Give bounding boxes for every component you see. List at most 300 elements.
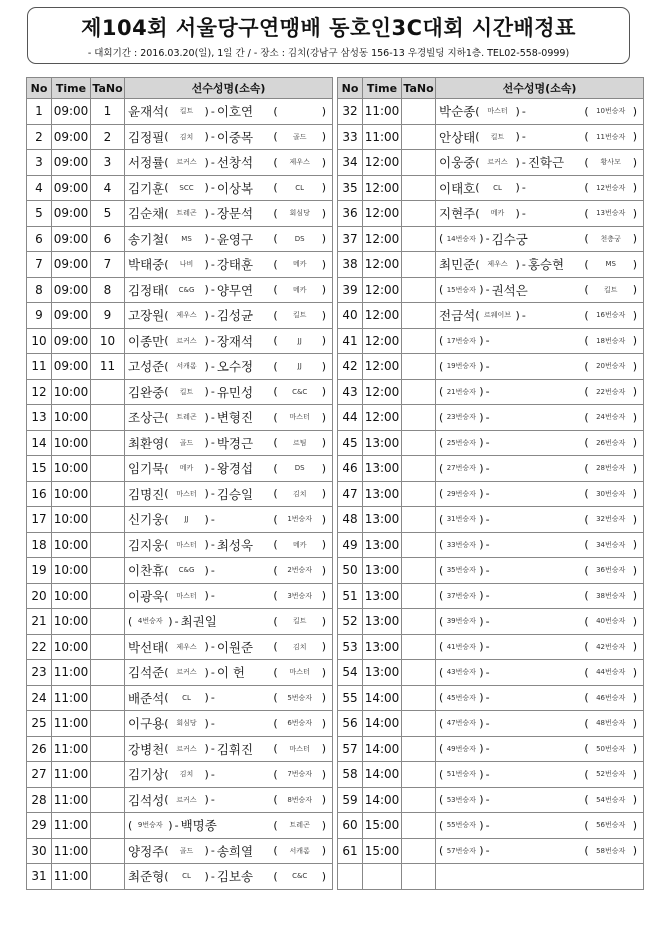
player-one-group <box>128 227 253 252</box>
table-row <box>338 226 644 252</box>
paren-close: ) <box>204 589 209 603</box>
match-time: 11:00 <box>363 124 402 150</box>
versus-dash: - <box>210 512 215 526</box>
player-two-club: 메카 <box>292 540 307 549</box>
versus-dash: - <box>210 385 215 399</box>
versus-dash: - <box>174 614 179 628</box>
versus-dash: - <box>521 130 526 144</box>
paren-open: ( <box>164 716 169 730</box>
versus-dash: - <box>485 589 490 603</box>
match-time: 11:00 <box>52 787 91 813</box>
paren-open: ( <box>273 538 278 552</box>
player-one-group <box>128 380 253 405</box>
player-one-group <box>439 150 564 175</box>
versus-dash: - <box>210 410 215 424</box>
paren-close: ) <box>204 359 209 373</box>
paren-open: ( <box>439 665 444 679</box>
player-two-name: 백명종 <box>180 818 217 834</box>
player-two-club-group <box>584 584 637 609</box>
match-time: 13:00 <box>363 583 402 609</box>
match-time: 15:00 <box>363 813 402 839</box>
paren-close: ) <box>204 793 209 807</box>
paren-close: ) <box>632 206 637 220</box>
player-one-club: 르커스 <box>176 744 197 753</box>
player-one-club: 53번승자 <box>446 795 476 804</box>
player-one-group <box>128 278 253 303</box>
match-number: 11 <box>27 354 52 380</box>
player-two-club: 54번승자 <box>596 795 626 804</box>
player-one-club: 51번승자 <box>446 770 476 779</box>
table-number: 4 <box>91 175 125 201</box>
table-row <box>27 354 333 380</box>
player-one-club: CL <box>182 872 191 881</box>
match-number: 24 <box>27 685 52 711</box>
match-time: 11:00 <box>52 711 91 737</box>
player-one-group <box>128 686 217 711</box>
table-row <box>338 175 644 201</box>
player-two-club: 42번승자 <box>596 642 626 651</box>
table-number <box>91 481 125 507</box>
versus-dash: - <box>210 691 215 705</box>
player-two-club: 22번승자 <box>596 387 626 396</box>
paren-close: ) <box>632 818 637 832</box>
match-time: 14:00 <box>363 685 402 711</box>
match-time: 09:00 <box>52 303 91 329</box>
match-time: 10:00 <box>52 532 91 558</box>
match-time: 14:00 <box>363 762 402 788</box>
paren-open: ( <box>164 563 169 577</box>
paren-close: ) <box>515 155 520 169</box>
versus-dash: - <box>210 232 215 246</box>
player-two-club: CL <box>295 183 305 192</box>
player-two-club-group <box>584 278 637 303</box>
player-one-group <box>128 711 217 736</box>
paren-open: ( <box>164 538 169 552</box>
paren-open: ( <box>439 844 444 858</box>
player-two-club-group <box>273 431 326 456</box>
versus-dash: - <box>210 640 215 654</box>
player-two-club: 13번승자 <box>596 209 626 218</box>
player-two-club: 16번승자 <box>596 311 626 320</box>
col-header-tano: TaNo <box>402 78 436 99</box>
player-one-name: 김완중 <box>128 384 165 400</box>
paren-open: ( <box>164 385 169 399</box>
player-two-club-group <box>273 354 326 379</box>
player-one-club: SCC <box>179 183 194 192</box>
player-one-club: 골드 <box>179 846 194 855</box>
match-number: 48 <box>338 507 363 533</box>
match-time: 09:00 <box>52 99 91 125</box>
paren-open: ( <box>584 385 589 399</box>
player-one-club: 55번승자 <box>446 821 476 830</box>
player-one-club: 33번승자 <box>446 540 476 549</box>
player-two-name: 이상복 <box>216 180 254 196</box>
versus-dash: - <box>210 283 215 297</box>
table-number <box>402 762 436 788</box>
versus-dash: - <box>485 818 490 832</box>
table-number <box>402 481 436 507</box>
table-row <box>27 252 333 278</box>
match-time: 11:00 <box>52 685 91 711</box>
paren-close: ) <box>632 436 637 450</box>
player-one-group <box>439 558 492 583</box>
player-one-name: 김석성 <box>128 792 165 808</box>
versus-dash: - <box>174 818 179 832</box>
table-number <box>91 430 125 456</box>
versus-dash: - <box>485 283 490 297</box>
match-time: 14:00 <box>363 787 402 813</box>
player-one-club: 킬트 <box>179 107 194 116</box>
paren-close: ) <box>321 257 326 271</box>
player-one-club: 4번승자 <box>137 617 163 626</box>
player-one-name: 서정률 <box>128 155 165 171</box>
match-players <box>436 150 644 176</box>
paren-close: ) <box>204 206 209 220</box>
paren-open: ( <box>439 461 444 475</box>
versus-dash: - <box>485 334 490 348</box>
paren-close: ) <box>479 589 484 603</box>
table-number <box>402 711 436 737</box>
player-one-group <box>439 380 492 405</box>
player-two-club: 30번승자 <box>596 489 626 498</box>
versus-dash: - <box>210 742 215 756</box>
player-two-club-group <box>584 431 637 456</box>
player-two-name: 박경근 <box>216 435 254 451</box>
table-number <box>91 762 125 788</box>
paren-close: ) <box>632 844 637 858</box>
player-two-club-group <box>273 456 326 481</box>
paren-close: ) <box>204 436 209 450</box>
paren-close: ) <box>321 767 326 781</box>
match-time: 11:00 <box>52 864 91 890</box>
player-one-club: 킬트 <box>490 132 505 141</box>
table-number <box>402 583 436 609</box>
paren-close: ) <box>204 665 209 679</box>
paren-open: ( <box>584 665 589 679</box>
match-time: 10:00 <box>52 379 91 405</box>
paren-open: ( <box>439 691 444 705</box>
paren-close: ) <box>321 691 326 705</box>
player-one-club: 29번승자 <box>446 489 476 498</box>
player-two-club-group <box>584 533 637 558</box>
player-two-club-group <box>584 635 637 660</box>
match-number: 27 <box>27 762 52 788</box>
paren-close: ) <box>321 793 326 807</box>
table-row <box>338 660 644 686</box>
paren-open: ( <box>273 589 278 603</box>
player-one-group <box>128 813 217 838</box>
player-one-club: 37번승자 <box>446 591 476 600</box>
table-row <box>27 609 333 635</box>
table-row <box>338 838 644 864</box>
versus-dash: - <box>521 257 526 271</box>
col-header-players: 선수성명(소속) <box>125 78 333 99</box>
player-two-club: 메카 <box>292 260 307 269</box>
paren-open: ( <box>439 283 444 297</box>
player-one-name: 김기훈 <box>128 180 165 196</box>
table-row <box>338 430 644 456</box>
versus-dash: - <box>485 742 490 756</box>
paren-open: ( <box>273 308 278 322</box>
player-one-group <box>439 354 492 379</box>
match-time: 13:00 <box>363 430 402 456</box>
paren-open: ( <box>584 257 589 271</box>
match-time: 11:00 <box>52 762 91 788</box>
player-two-name: 선창석 <box>216 155 254 171</box>
paren-open: ( <box>584 742 589 756</box>
match-players <box>125 456 333 482</box>
table-row <box>27 405 333 431</box>
versus-dash: - <box>210 538 215 552</box>
paren-close: ) <box>632 665 637 679</box>
match-time: 12:00 <box>363 303 402 329</box>
player-two-club: 2번승자 <box>287 566 313 575</box>
player-two-club: 킬트 <box>292 617 307 626</box>
paren-open: ( <box>584 716 589 730</box>
match-number: 39 <box>338 277 363 303</box>
match-time: 13:00 <box>363 532 402 558</box>
paren-open: ( <box>273 716 278 730</box>
player-two-club: 18번승자 <box>596 336 626 345</box>
match-number: 52 <box>338 609 363 635</box>
table-row <box>27 150 333 176</box>
title-box <box>27 7 630 64</box>
versus-dash: - <box>210 155 215 169</box>
player-one-group <box>439 635 492 660</box>
versus-dash: - <box>485 563 490 577</box>
paren-open: ( <box>128 614 133 628</box>
match-number: 33 <box>338 124 363 150</box>
table-number <box>402 150 436 176</box>
player-one-group <box>128 839 253 864</box>
player-two-club: 32번승자 <box>596 515 626 524</box>
paren-open: ( <box>164 742 169 756</box>
player-two-club-group <box>584 686 637 711</box>
match-number: 3 <box>27 150 52 176</box>
match-players <box>436 303 644 329</box>
player-two-club: 12번승자 <box>596 183 626 192</box>
paren-close: ) <box>632 487 637 501</box>
player-two-club-group <box>273 660 326 685</box>
match-time: 09:00 <box>52 252 91 278</box>
versus-dash: - <box>521 206 526 220</box>
table-header-row <box>27 78 333 99</box>
table-number <box>91 838 125 864</box>
match-time: 10:00 <box>52 558 91 584</box>
match-time: 11:00 <box>52 660 91 686</box>
paren-open: ( <box>128 818 133 832</box>
player-one-club: 메카 <box>490 209 505 218</box>
paren-open: ( <box>584 181 589 195</box>
paren-close: ) <box>321 487 326 501</box>
paren-close: ) <box>321 844 326 858</box>
versus-dash: - <box>521 308 526 322</box>
player-one-group <box>439 507 492 532</box>
player-one-name: 강병천 <box>128 741 165 757</box>
match-number: 7 <box>27 252 52 278</box>
player-one-club: 킬트 <box>179 387 194 396</box>
versus-dash: - <box>485 512 490 526</box>
versus-dash: - <box>210 869 215 883</box>
player-two-club-group <box>273 125 326 150</box>
paren-close: ) <box>321 359 326 373</box>
match-number: 28 <box>27 787 52 813</box>
player-two-club-group <box>584 813 637 838</box>
paren-open: ( <box>439 538 444 552</box>
player-one-group <box>439 533 492 558</box>
paren-close: ) <box>204 869 209 883</box>
table-row <box>27 660 333 686</box>
paren-open: ( <box>273 181 278 195</box>
player-one-group <box>128 303 253 328</box>
table-row <box>338 99 644 125</box>
paren-close: ) <box>204 385 209 399</box>
player-two-name: 왕경섭 <box>216 461 254 477</box>
player-one-name: 임기묵 <box>128 461 165 477</box>
match-players <box>436 99 644 125</box>
versus-dash: - <box>521 155 526 169</box>
versus-dash: - <box>485 716 490 730</box>
table-number <box>402 201 436 227</box>
versus-dash: - <box>210 461 215 475</box>
player-one-club: 회심당 <box>176 719 197 728</box>
paren-open: ( <box>584 461 589 475</box>
versus-dash: - <box>521 181 526 195</box>
versus-dash: - <box>210 793 215 807</box>
paren-open: ( <box>164 257 169 271</box>
player-two-club-group <box>273 380 326 405</box>
paren-open: ( <box>164 640 169 654</box>
player-one-club: 르커스 <box>176 668 197 677</box>
paren-close: ) <box>321 104 326 118</box>
match-number: 2 <box>27 124 52 150</box>
paren-close: ) <box>321 818 326 832</box>
player-one-club: 39번승자 <box>446 617 476 626</box>
player-one-group <box>128 329 253 354</box>
player-two-club: 3번승자 <box>287 591 313 600</box>
player-one-club: 23번승자 <box>446 413 476 422</box>
match-players <box>125 124 333 150</box>
paren-open: ( <box>439 359 444 373</box>
player-one-group <box>439 839 492 864</box>
match-number: 57 <box>338 736 363 762</box>
paren-open: ( <box>439 716 444 730</box>
player-one-group <box>128 99 253 124</box>
player-two-club: DS <box>294 234 305 243</box>
versus-dash: - <box>210 130 215 144</box>
table-number <box>402 354 436 380</box>
player-one-name: 이종만 <box>128 333 165 349</box>
paren-close: ) <box>632 767 637 781</box>
player-one-group <box>439 660 492 685</box>
player-one-club: 제우스 <box>487 260 508 269</box>
paren-close: ) <box>204 487 209 501</box>
match-players <box>436 609 644 635</box>
player-one-club: 김치 <box>179 770 194 779</box>
match-time: 09:00 <box>52 201 91 227</box>
player-one-group <box>128 558 217 583</box>
table-number: 6 <box>91 226 125 252</box>
paren-open: ( <box>584 691 589 705</box>
paren-close: ) <box>321 563 326 577</box>
match-players <box>436 634 644 660</box>
paren-close: ) <box>321 181 326 195</box>
paren-open: ( <box>164 512 169 526</box>
paren-open: ( <box>584 487 589 501</box>
paren-open: ( <box>584 206 589 220</box>
table-number <box>402 124 436 150</box>
player-one-group <box>439 176 528 201</box>
paren-close: ) <box>204 691 209 705</box>
paren-close: ) <box>515 104 520 118</box>
paren-open: ( <box>584 308 589 322</box>
player-one-group <box>439 711 492 736</box>
player-one-group <box>439 813 492 838</box>
player-one-group <box>439 431 492 456</box>
table-number <box>91 864 125 890</box>
player-two-club-group <box>584 762 637 787</box>
table-header-row <box>338 78 644 99</box>
player-one-club: CL <box>493 183 502 192</box>
versus-dash: - <box>485 232 490 246</box>
match-time: 09:00 <box>52 277 91 303</box>
player-two-club: 40번승자 <box>596 617 626 626</box>
paren-open: ( <box>273 818 278 832</box>
paren-close: ) <box>204 334 209 348</box>
player-two-club: 36번승자 <box>596 566 626 575</box>
player-one-club: 제우스 <box>176 311 197 320</box>
match-number: 40 <box>338 303 363 329</box>
player-two-name: 김보송 <box>216 869 254 885</box>
match-players <box>436 354 644 380</box>
player-two-name: 윤영구 <box>216 231 254 247</box>
player-one-club: 57번승자 <box>446 846 476 855</box>
player-one-name: 신기웅 <box>128 512 165 528</box>
table-number <box>402 277 436 303</box>
player-two-club-group <box>584 99 637 124</box>
table-row <box>27 277 333 303</box>
page-title: 제104회 서울당구연맹배 동호인3C대회 시간배정표 <box>81 16 576 40</box>
table-row <box>27 762 333 788</box>
paren-close: ) <box>632 130 637 144</box>
player-one-group <box>128 864 253 889</box>
player-two-name: 김성균 <box>216 308 254 324</box>
match-number: 15 <box>27 456 52 482</box>
paren-close: ) <box>321 436 326 450</box>
player-two-club: 7번승자 <box>287 770 313 779</box>
player-two-club: DS <box>294 464 305 473</box>
player-two-name: 오수정 <box>216 359 254 375</box>
paren-open: ( <box>475 257 480 271</box>
match-players <box>125 532 333 558</box>
player-one-name: 전금석 <box>439 308 476 324</box>
paren-close: ) <box>632 589 637 603</box>
player-two-name: 이중목 <box>216 129 254 145</box>
player-two-club-group <box>273 176 326 201</box>
player-two-club-group <box>584 839 637 864</box>
player-one-club: 골드 <box>179 438 194 447</box>
player-two-club: 38번승자 <box>596 591 626 600</box>
table-row <box>27 711 333 737</box>
match-players <box>125 303 333 329</box>
player-two-club-group <box>273 584 326 609</box>
match-players <box>436 685 644 711</box>
match-players <box>436 252 644 278</box>
player-two-name: 김휘진 <box>216 741 254 757</box>
player-one-name: 최민준 <box>439 257 476 273</box>
versus-dash: - <box>485 385 490 399</box>
match-time: 12:00 <box>363 201 402 227</box>
